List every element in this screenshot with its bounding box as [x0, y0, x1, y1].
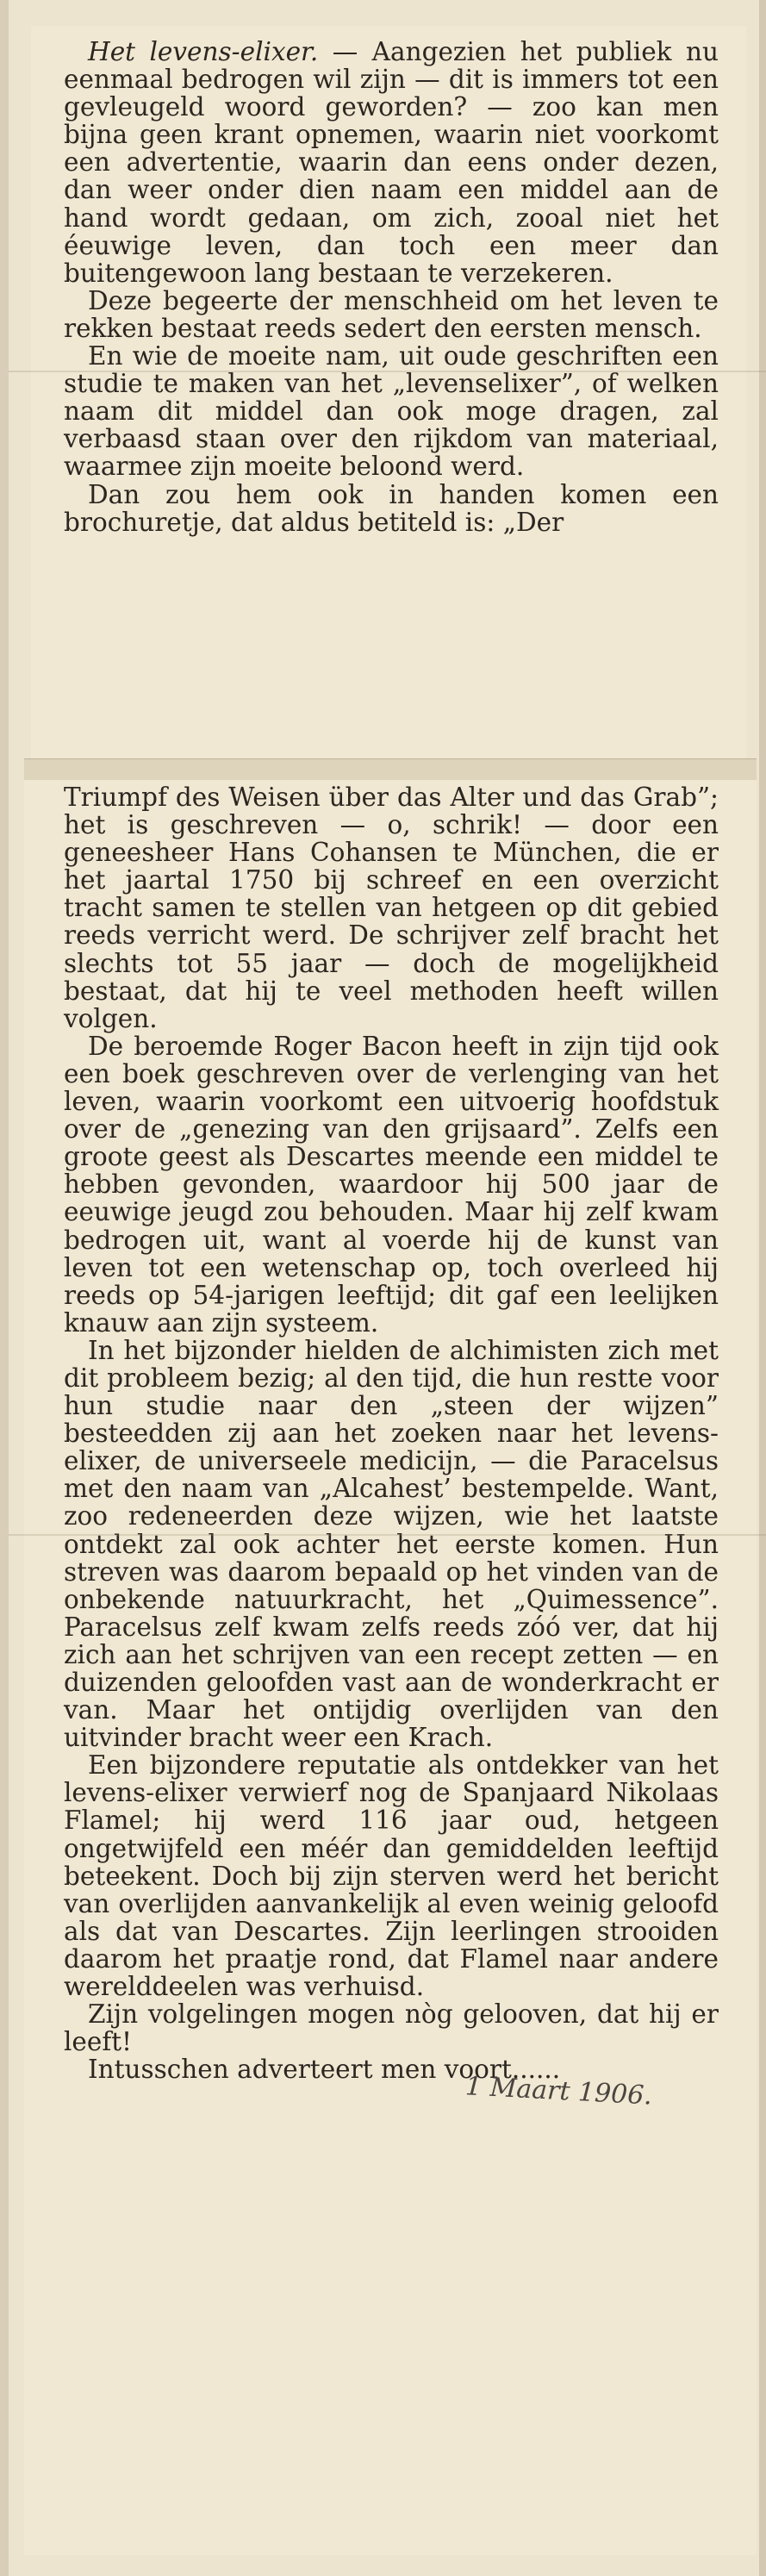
paragraph-closing: Intusschen adverteert men voort...... [88, 2055, 561, 2085]
handwritten-date-note: 1 Maart 1906. [464, 2071, 653, 2111]
paper-crease [9, 371, 766, 372]
paragraph: Deze begeerte der menschheid om het leven te rekken bestaat reeds sedert den eersten mensch. [64, 285, 719, 343]
intro-text: — Aangezien het publiek nu eenmaal bedrogen wil zijn — dit is immers tot een gevleugeld woord geworden? — zoo kan men bijna geen krant opnemen, waarin niet voorkomt een advertentie, waarin dan eens onder dezen, dan weer onder dien naam een middel aan de hand wordt gedaan, om zich, zooal niet het éeuwige leven, dan toch een meer dan buitengewoon lang bestaan te verzekeren. [64, 37, 719, 288]
paste-seam [24, 758, 757, 782]
paper-crease [9, 1534, 766, 1536]
paragraph-intro [64, 38, 719, 287]
article-column-top [64, 38, 719, 536]
article-title: Het levens-elixer. [88, 37, 319, 66]
paragraph: Zijn volgelingen mogen nòg gelooven, dat hij er leeft! [64, 1999, 719, 2057]
paragraph: En wie de moeite nam, uit oude geschriften een studie te maken van het „levenselixer”, of welken naam dit middel dan ook moge dragen, zal verbaasd staan over den rijkdom van materiaal, waarmee zijn moeite beloond werd. [64, 341, 719, 482]
article-column-bottom [64, 783, 719, 2083]
paragraph: In het bijzonder hielden de alchimisten zich met dit probleem bezig; al den tijd, die hun restte voor hun studie naar den „steen der wijzen” besteedden zij aan het zoeken naar het levens-elixer, de universeele medicijn, — die Paracelsus met den naam van „Alcahest’ bestempelde. Want, zoo redeneerden deze wijzen, wie het laatste ontdekt zal ook achter het eerste komen. Hun streven was daarom bepaald op het vinden van de onbekende natuurkracht, het „Quimessence”. Paracelsus zelf kwam zelfs reeds zóó ver, dat hij zich aan het schrijven van een recept zetten — en duizenden geloofden vast aan de wonderkracht er van. Maar het ontijdig overlijden van den uitvinder bracht weer een Krach. [64, 1335, 719, 1753]
paragraph-continued: Triumpf des Weisen über das Alter und das Grab”; het is geschreven — o, schrik! — door een geneesheer Hans Cohansen te München, die er het jaartal 1750 bij schreef en een overzicht tracht samen te stellen van hetgeen op dit gebied reeds verricht werd. De schrijver zelf bracht het slechts tot 55 jaar — doch de mogelijkheid bestaat, dat hij te veel methoden heeft willen volgen. [64, 783, 719, 1033]
paragraph: Een bijzondere reputatie als ontdekker van het levens-elixer verwierf nog de Spanjaard Nikolaas Flamel; hij werd 116 jaar oud, hetgeen ongetwijfeld een méér dan gemiddelden leeftijd beteekent. Doch bij zijn sterven werd het bericht van overlijden aanvankelijk al even weinig geloofd als dat van Descartes. Zijn leerlingen strooiden daarom het praatje rond, dat Flamel naar andere werelddeelen was verhuisd. [64, 1750, 719, 2002]
paragraph: Dan zou hem ook in handen komen een brochuretje, dat aldus betiteld is: „Der [64, 479, 719, 537]
paragraph: De beroemde Roger Bacon heeft in zijn tijd ook een boek geschreven over de verlenging van het leven, waarin voorkomt een uitvoerig hoofdstuk over de „genezing van den grijsaard”. Zelfs een groote geest als Descartes meende een middel te hebben gevonden, waardoor hij 500 jaar de eeuwige jeugd zou behouden. Maar hij zelf kwam bedrogen uit, want al voerde hij de kunst van leven tot een wetenschap op, toch overleed hij reeds op 54-jarigen leeftijd; dit gaf een leelijken knauw aan zijn systeem. [64, 1031, 719, 1338]
